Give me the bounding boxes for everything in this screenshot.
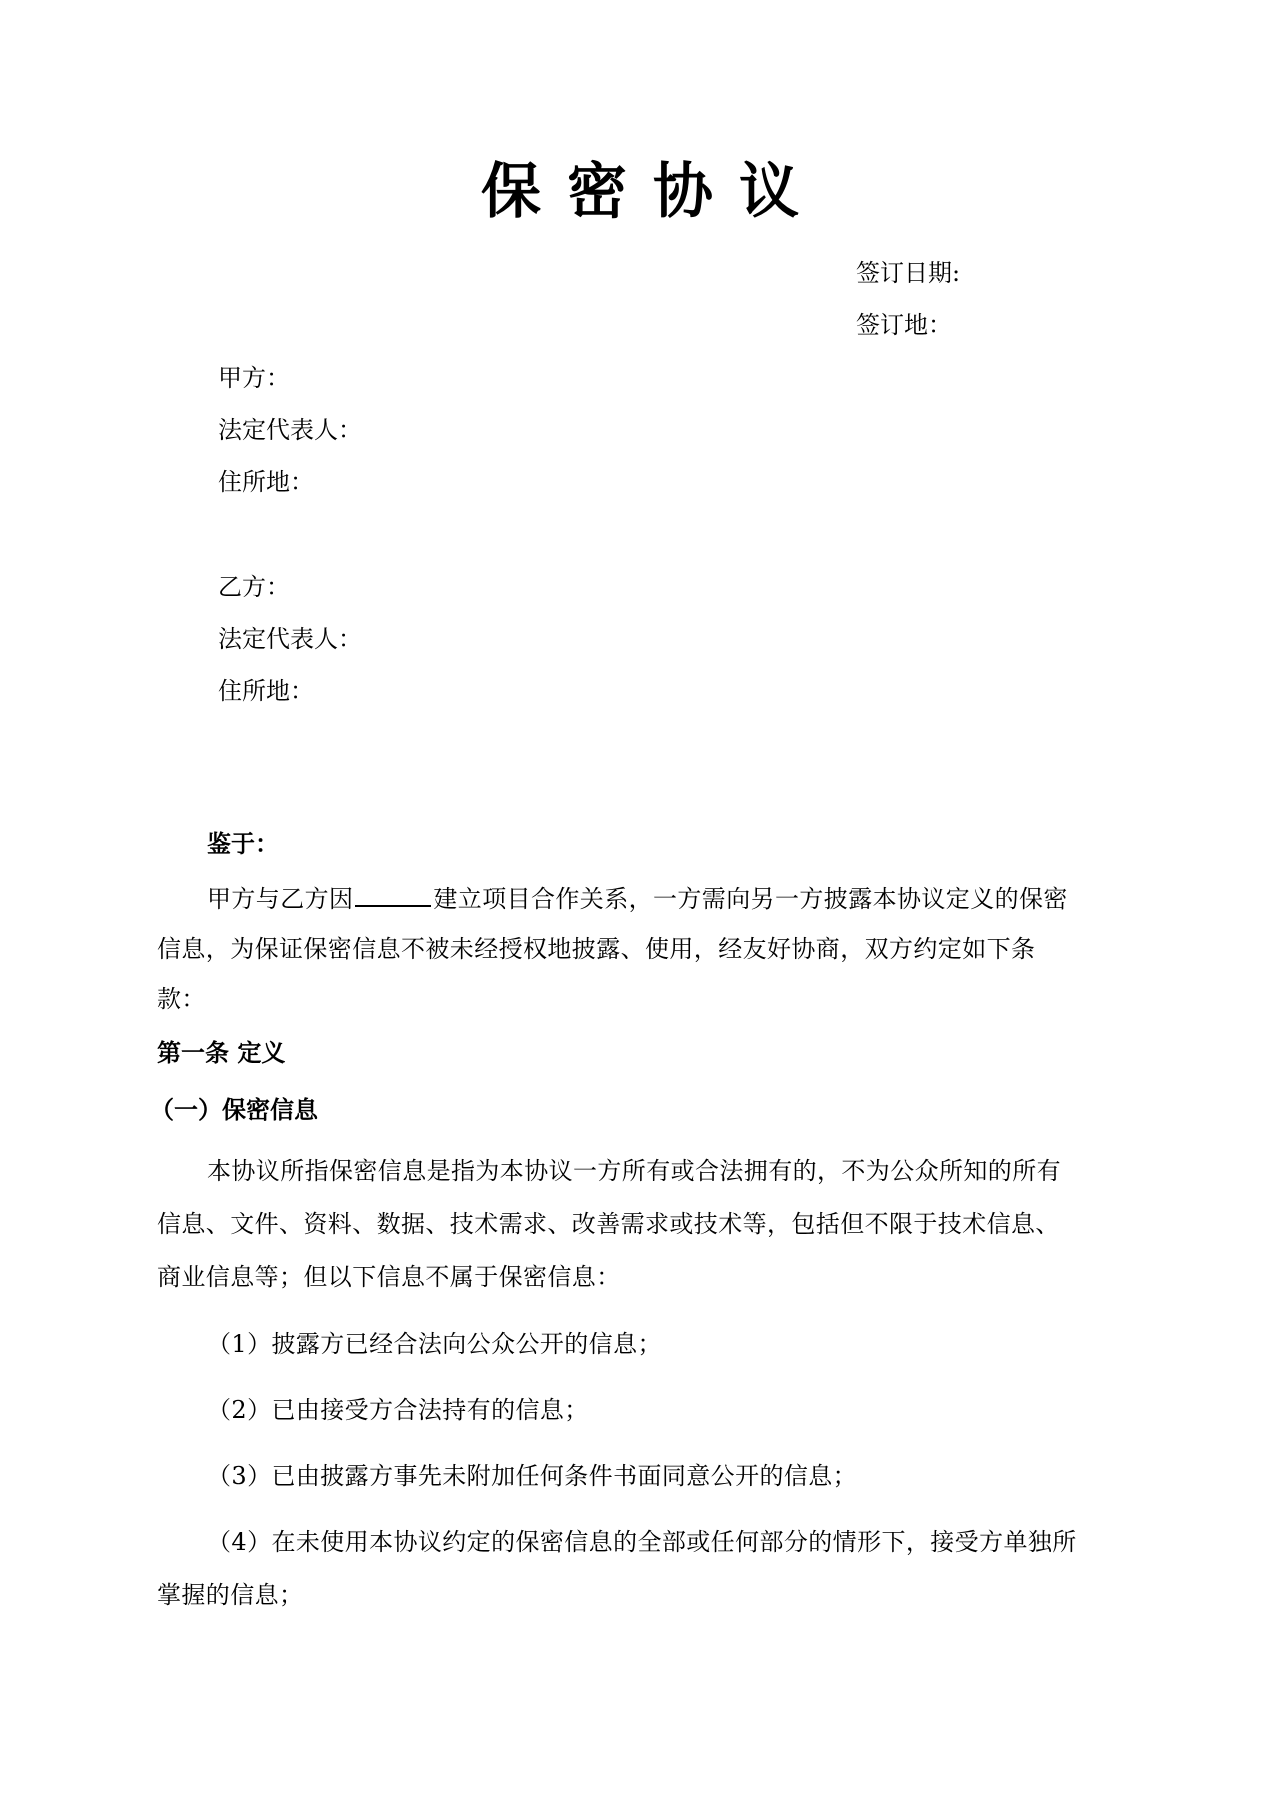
exclusion-item-1: （1）披露方已经合法向公众公开的信息； [207,1330,662,1358]
exclusion-item-4: （4）在未使用本协议约定的保密信息的全部或任何部分的情形下，接受方单独所 [207,1528,1077,1556]
whereas-line-2: 信息，为保证保密信息不被未经授权地披露、使用，经友好协商，双方约定如下条 [157,935,1036,963]
article-1-para-line-1: 本协议所指保密信息是指为本协议一方所有或合法拥有的，不为公众所知的所有 [207,1157,1061,1185]
article-1-heading: 第一条 定义 [157,1038,286,1067]
party-b-address-label: 住所地： [218,677,314,705]
article-1-para-line-2: 信息、文件、资料、数据、技术需求、改善需求或技术等，包括但不限于技术信息、 [157,1210,1060,1238]
document-title: 保密协议 [481,157,825,227]
project-name-blank [355,881,431,907]
exclusion-item-4-cont: 掌握的信息； [157,1581,304,1609]
exclusion-item-3: （3）已由披露方事先未附加任何条件书面同意公开的信息； [207,1462,858,1490]
party-a-rep-label: 法定代表人： [218,416,362,444]
party-b-rep-label: 法定代表人： [218,625,362,653]
party-a-name-label: 甲方： [218,364,290,392]
sign-date-label: 签订日期: [856,259,961,287]
article-1-para-line-3: 商业信息等；但以下信息不属于保密信息： [157,1263,621,1291]
whereas-line-1 [157,879,1192,919]
whereas-line-1-end: 建立项目合作关系，一方需向另一方披露本协议定义的保密 [433,885,1068,913]
whereas-line-1-start: 甲方与乙方因 [207,885,354,913]
whereas-heading: 鉴于： [207,829,279,858]
whereas-line-3: 款： [157,985,206,1013]
party-b-name-label: 乙方： [218,573,290,601]
exclusion-item-2: （2）已由接受方合法持有的信息； [207,1396,589,1424]
sign-place-label: 签订地： [856,311,952,339]
article-1-sub-heading: （一）保密信息 [150,1095,318,1124]
party-a-address-label: 住所地： [218,468,314,496]
